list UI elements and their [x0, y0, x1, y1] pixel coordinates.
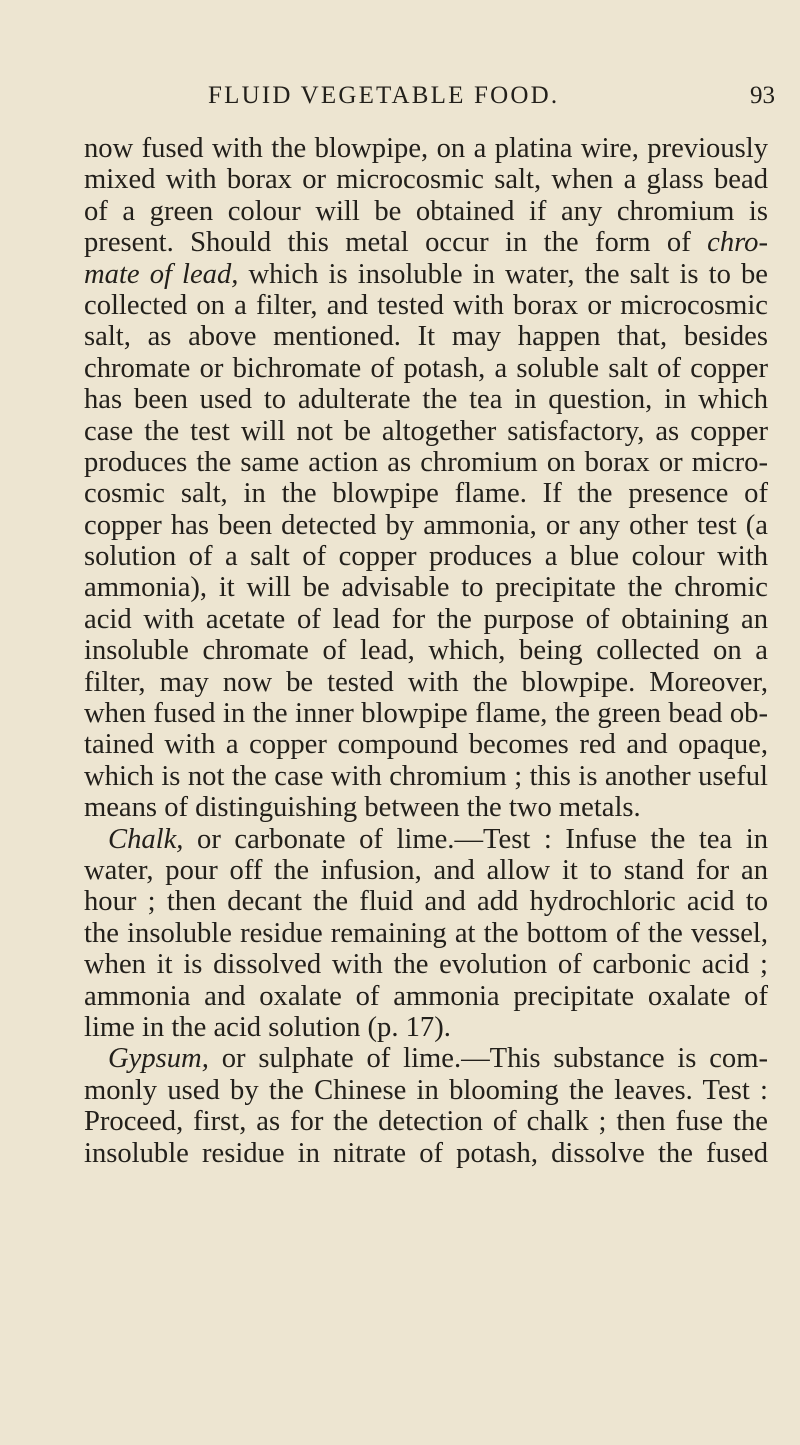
- text-segment: salt, as above mentioned. It may happen that, besides: [84, 321, 768, 353]
- text-segment: lime in the acid solution (p. 17).: [84, 1011, 451, 1043]
- text-segment: cosmic salt, in the blowpipe flame. If the presence of: [84, 478, 768, 510]
- text-segment: monly used by the Chinese in blooming the leaves. Test :: [84, 1074, 768, 1106]
- text-segment: copper has been detected by ammonia, or any other test (a: [84, 509, 768, 541]
- text-line: [84, 698, 768, 729]
- running-head-title: FLUID VEGETABLE FOOD.: [208, 82, 560, 109]
- page-number: 93: [750, 82, 775, 109]
- text-segment: or sulphate of lime.—This substance is com-: [208, 1043, 768, 1075]
- text-segment: chromate or bichromate of potash, a soluble salt of copper: [84, 352, 768, 384]
- text-line: [84, 1106, 768, 1137]
- text-segment: solution of a salt of copper produces a blue colour with: [84, 541, 768, 573]
- text-line: [84, 1075, 768, 1106]
- text-line: [84, 541, 768, 572]
- text-line: [84, 918, 768, 949]
- text-line: [84, 824, 768, 855]
- text-segment: water, pour off the infusion, and allow it to stand for an: [84, 854, 768, 886]
- text-line: [84, 416, 768, 447]
- text-line: [84, 886, 768, 917]
- italic-term: chro-: [707, 227, 768, 259]
- text-line: [84, 510, 768, 541]
- text-segment: of a green colour will be obtained if any chromium is: [84, 195, 768, 227]
- text-segment: the insoluble residue remaining at the bottom of the vessel,: [84, 917, 768, 949]
- text-line: [84, 667, 768, 698]
- text-segment: acid with acetate of lead for the purpose of obtaining an: [84, 603, 768, 635]
- text-segment: insoluble chromate of lead, which, being collected on a: [84, 635, 768, 667]
- text-segment: when fused in the inner blowpipe flame, the green bead ob-: [84, 698, 768, 730]
- text-segment: which is not the case with chromium ; this is another useful: [84, 760, 768, 792]
- text-line: [84, 761, 768, 792]
- text-segment: filter, may now be tested with the blowpipe. Moreover,: [84, 666, 768, 698]
- text-line: [84, 572, 768, 603]
- text-line: [84, 164, 768, 195]
- text-line: [84, 227, 768, 258]
- text-line: [84, 1012, 768, 1043]
- text-segment: means of distinguishing between the two metals.: [84, 792, 641, 824]
- text-line: [84, 290, 768, 321]
- text-line: [84, 1043, 768, 1074]
- text-line: [84, 353, 768, 384]
- italic-term: Gypsum,: [108, 1043, 209, 1075]
- text-line: [84, 259, 768, 290]
- text-segment: present. Should this metal occur in the form of: [84, 227, 708, 259]
- text-segment: now fused with the blowpipe, on a platina wire, previously: [84, 133, 768, 164]
- italic-term: mate of lead,: [84, 258, 239, 290]
- running-head: [0, 82, 800, 114]
- body-text: [84, 133, 768, 1169]
- text-segment: collected on a filter, and tested with borax or microcosmic: [84, 289, 768, 321]
- text-line: [84, 604, 768, 635]
- text-line: [84, 196, 768, 227]
- text-line: [84, 949, 768, 980]
- text-segment: or carbonate of lime.—Test : Infuse the tea in: [183, 823, 768, 855]
- text-line: [84, 478, 768, 509]
- text-segment: produces the same action as chromium on borax or micro-: [84, 446, 768, 478]
- text-segment: case the test will not be altogether satisfactory, as copper: [84, 415, 768, 447]
- text-segment: mixed with borax or microcosmic salt, when a glass bead: [84, 164, 768, 196]
- text-segment: hour ; then decant the fluid and add hydrochloric acid to: [84, 886, 768, 918]
- text-line: [84, 855, 768, 886]
- text-line: [84, 321, 768, 352]
- italic-term: Chalk,: [108, 823, 184, 855]
- text-line: [84, 447, 768, 478]
- text-segment: which is insoluble in water, the salt is to be: [238, 258, 768, 290]
- text-line: [84, 635, 768, 666]
- text-line: [84, 384, 768, 415]
- text-segment: tained with a copper compound becomes red and opaque,: [84, 729, 768, 761]
- text-line: [84, 981, 768, 1012]
- text-segment: insoluble residue in nitrate of potash, dissolve the fused: [84, 1137, 768, 1169]
- text-line: [84, 1138, 768, 1169]
- text-segment: when it is dissolved with the evolution of carbonic acid ;: [84, 949, 768, 981]
- text-segment: Proceed, first, as for the detection of chalk ; then fuse the: [84, 1106, 768, 1138]
- text-line: [84, 792, 768, 823]
- text-line: [84, 133, 768, 164]
- text-line: [84, 729, 768, 760]
- text-segment: ammonia), it will be advisable to precipitate the chromic: [84, 572, 768, 604]
- text-segment: has been used to adulterate the tea in question, in which: [84, 384, 768, 416]
- text-segment: ammonia and oxalate of ammonia precipitate oxalate of: [84, 980, 768, 1012]
